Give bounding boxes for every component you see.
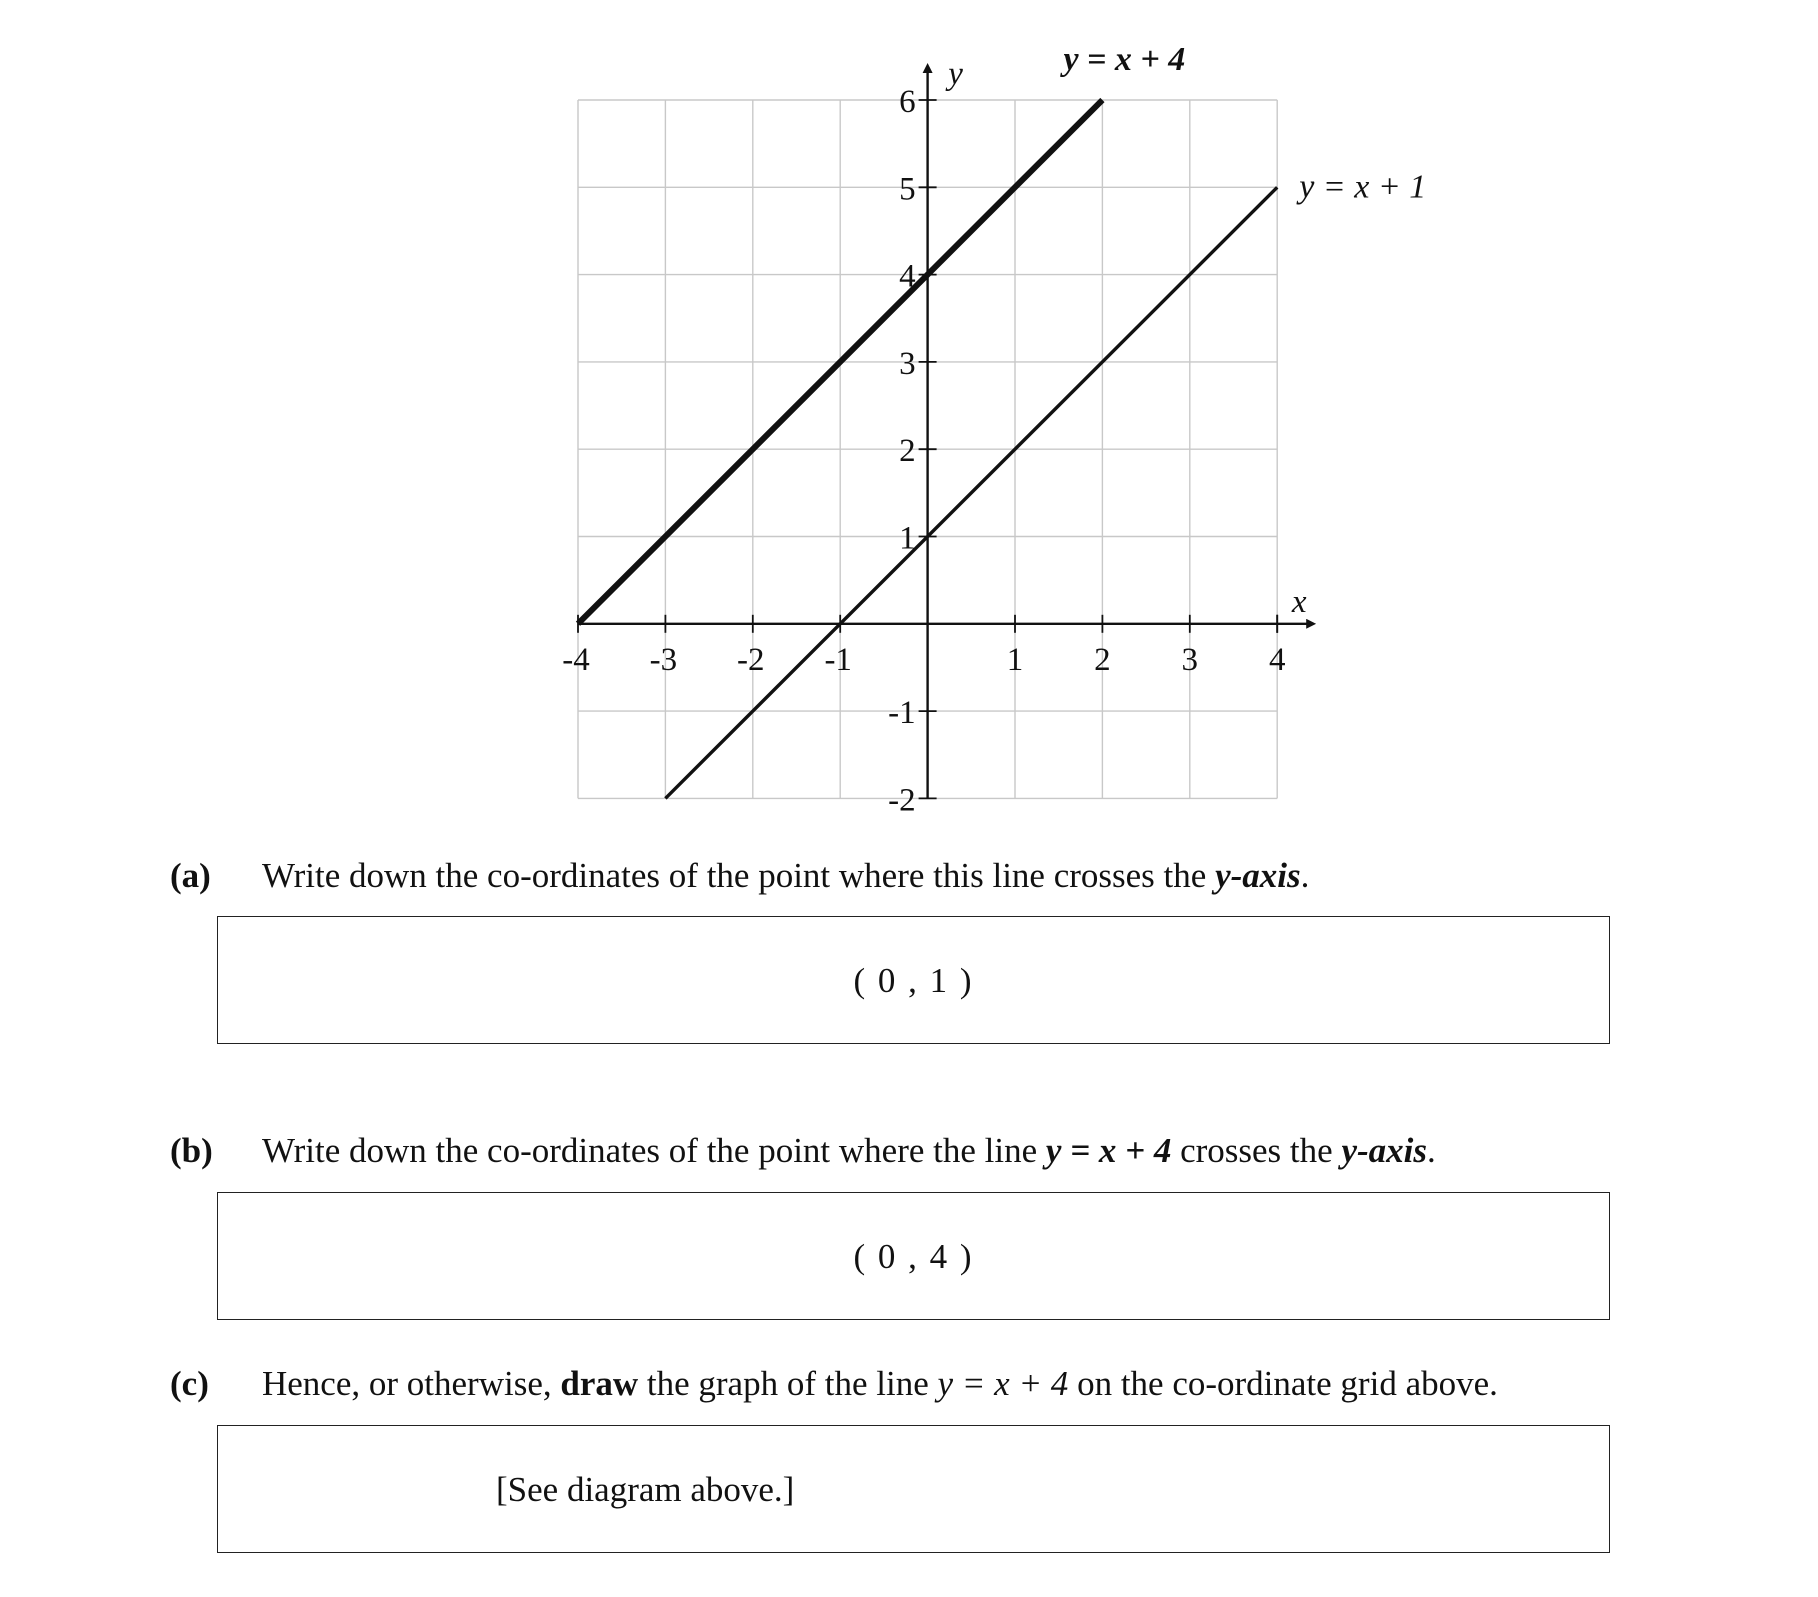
x-tick-label: 2 [1094, 641, 1111, 678]
question-c-text: Hence, or otherwise, draw the graph of the line y = x + 4 on the co-ordinate grid above. [262, 1364, 1498, 1403]
x-tick-label: -3 [649, 641, 678, 678]
label-y-equals-x-plus-4: y = x + 4 [1063, 41, 1186, 78]
equation: y = x + 4 [1045, 1131, 1172, 1170]
answer-b: ( 0 , 4 ) [853, 1237, 974, 1276]
y-tick-label: 5 [899, 171, 916, 208]
answer-box-a[interactable] [217, 916, 1610, 1044]
question-b-label: (b) [170, 1131, 213, 1170]
y-tick-label: -1 [888, 695, 916, 732]
x-axis-label: x [1291, 583, 1307, 620]
answer-box-b[interactable] [217, 1192, 1610, 1320]
question-a-text: Write down the co-ordinates of the point where this line crosses the y-axis. [262, 856, 1310, 895]
label-y-equals-x-plus-1: y = x + 1 [1299, 168, 1427, 206]
x-tick-label: 4 [1268, 641, 1286, 678]
x-tick-label: 1 [1006, 641, 1024, 678]
line-y-equals-x-plus-1 [665, 187, 1277, 798]
y-tick-label: 3 [899, 345, 916, 382]
question-a-label: (a) [170, 856, 211, 895]
y-tick-label: 6 [899, 84, 916, 120]
answer-a: ( 0 , 1 ) [853, 961, 974, 1000]
y-tick-label: -2 [888, 782, 916, 819]
y-tick-label: 4 [899, 258, 916, 295]
x-tick-label: -1 [824, 641, 852, 678]
answer-c: [See diagram above.] [496, 1470, 795, 1509]
draw-term: draw [560, 1364, 639, 1403]
equation: y = x + 4 [937, 1364, 1069, 1403]
y-axis-term: y-axis [1215, 856, 1301, 895]
y-axis-term: y-axis [1341, 1131, 1427, 1170]
x-tick-label: -4 [562, 641, 590, 678]
graph-labels [562, 41, 1426, 818]
y-tick-label: 1 [899, 520, 916, 557]
answer-box-c[interactable] [217, 1425, 1610, 1553]
axes [578, 68, 1311, 798]
question-b-text: Write down the co-ordinates of the point where the line y = x + 4 crosses the y-axis. [262, 1131, 1436, 1170]
question-c-label: (c) [170, 1364, 209, 1403]
x-tick-label: -2 [737, 641, 765, 678]
x-tick-label: 3 [1181, 641, 1199, 678]
y-tick-label: 2 [899, 433, 916, 470]
y-axis-label: y [948, 56, 963, 92]
